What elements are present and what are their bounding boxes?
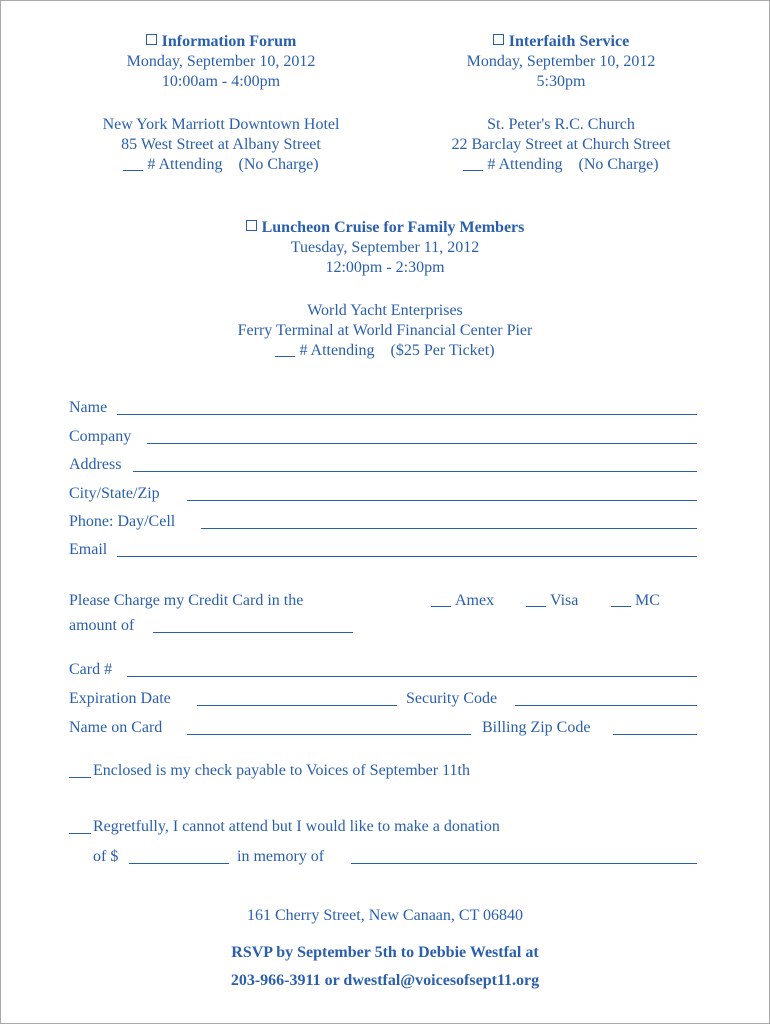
address-label: Address	[69, 456, 122, 473]
service-attending: # Attending	[487, 156, 563, 173]
email-label: Email	[69, 541, 108, 558]
forum-block	[41, 33, 401, 174]
card-field[interactable]	[127, 676, 697, 677]
forum-time: 10:00am - 4:00pm	[161, 73, 281, 90]
company-field[interactable]	[147, 443, 697, 444]
footer-address: 161 Cherry Street, New Canaan, CT 06840	[246, 907, 524, 924]
charge-text-line2: amount of	[69, 617, 135, 634]
cruise-address: Ferry Terminal at World Financial Center Pier	[237, 322, 533, 339]
donation-option-blank[interactable]	[69, 833, 91, 834]
amex-option[interactable]	[431, 592, 494, 610]
charge-text-line1: Please Charge my Credit Card in the	[69, 592, 304, 609]
rsvp-contact: 203-966-3911 or dwestfal@voicesofsept11.org	[230, 972, 540, 989]
mc-label: MC	[635, 592, 660, 609]
rsvp-text: RSVP by September 5th to Debbie Westfal at	[231, 944, 539, 961]
service-title: Interfaith Service	[508, 33, 630, 50]
service-block	[406, 33, 716, 174]
cruise-date: Tuesday, September 11, 2012	[290, 239, 480, 256]
name-on-card-field[interactable]	[187, 734, 471, 735]
check-option-text: Enclosed is my check payable to Voices of September 11th	[93, 762, 470, 779]
expiration-label: Expiration Date	[69, 690, 171, 707]
forum-attending: # Attending	[147, 156, 223, 173]
city-label: City/State/Zip	[69, 485, 160, 502]
amex-blank[interactable]	[431, 594, 451, 607]
billing-zip-field[interactable]	[613, 734, 697, 735]
phone-label: Phone: Day/Cell	[69, 513, 176, 530]
security-label: Security Code	[406, 690, 498, 707]
cruise-attending-row	[1, 342, 769, 360]
service-charge: (No Charge)	[578, 156, 659, 173]
donation-of-label: of $	[93, 848, 119, 865]
service-attending-row	[406, 156, 716, 174]
visa-blank[interactable]	[526, 594, 546, 607]
forum-venue: New York Marriott Downtown Hotel	[102, 116, 340, 133]
service-attending-blank[interactable]	[463, 158, 483, 171]
security-field[interactable]	[515, 705, 697, 706]
memory-label: in memory of	[237, 848, 325, 865]
check-option-blank[interactable]	[69, 777, 91, 778]
cruise-venue: World Yacht Enterprises	[307, 302, 463, 319]
forum-address: 85 West Street at Albany Street	[121, 136, 321, 153]
mc-blank[interactable]	[611, 594, 631, 607]
cruise-charge: ($25 Per Ticket)	[390, 342, 495, 359]
phone-field[interactable]	[201, 528, 697, 529]
card-label: Card #	[69, 661, 113, 678]
amount-field[interactable]	[153, 632, 353, 633]
service-date: Monday, September 10, 2012	[466, 53, 656, 70]
service-venue: St. Peter's R.C. Church	[487, 116, 635, 133]
amex-label: Amex	[455, 592, 495, 609]
donation-option-text: Regretfully, I cannot attend but I would like to make a donation	[93, 818, 500, 835]
cruise-checkbox[interactable]	[246, 220, 257, 231]
cruise-block	[1, 219, 769, 360]
forum-charge: (No Charge)	[238, 156, 319, 173]
service-time: 5:30pm	[536, 73, 586, 90]
name-label: Name	[69, 399, 108, 416]
service-checkbox[interactable]	[493, 34, 504, 45]
cruise-attending-blank[interactable]	[275, 344, 295, 357]
visa-option[interactable]	[526, 592, 578, 610]
mc-option[interactable]	[611, 592, 660, 610]
visa-label: Visa	[550, 592, 579, 609]
cruise-title: Luncheon Cruise for Family Members	[261, 219, 525, 236]
cruise-attending: # Attending	[299, 342, 375, 359]
city-field[interactable]	[187, 500, 697, 501]
email-field[interactable]	[117, 556, 697, 557]
forum-attending-row	[41, 156, 401, 174]
billing-zip-label: Billing Zip Code	[482, 719, 591, 736]
address-field[interactable]	[133, 471, 697, 472]
forum-attending-blank[interactable]	[123, 158, 143, 171]
name-field[interactable]	[117, 414, 697, 415]
memory-field[interactable]	[351, 863, 697, 864]
forum-checkbox[interactable]	[146, 34, 157, 45]
donation-amount-field[interactable]	[129, 863, 229, 864]
name-on-card-label: Name on Card	[69, 719, 163, 736]
company-label: Company	[69, 428, 132, 445]
service-address: 22 Barclay Street at Church Street	[451, 136, 671, 153]
forum-date: Monday, September 10, 2012	[126, 53, 316, 70]
forum-title: Information Forum	[161, 33, 297, 50]
expiration-field[interactable]	[197, 705, 397, 706]
cruise-time: 12:00pm - 2:30pm	[325, 259, 445, 276]
